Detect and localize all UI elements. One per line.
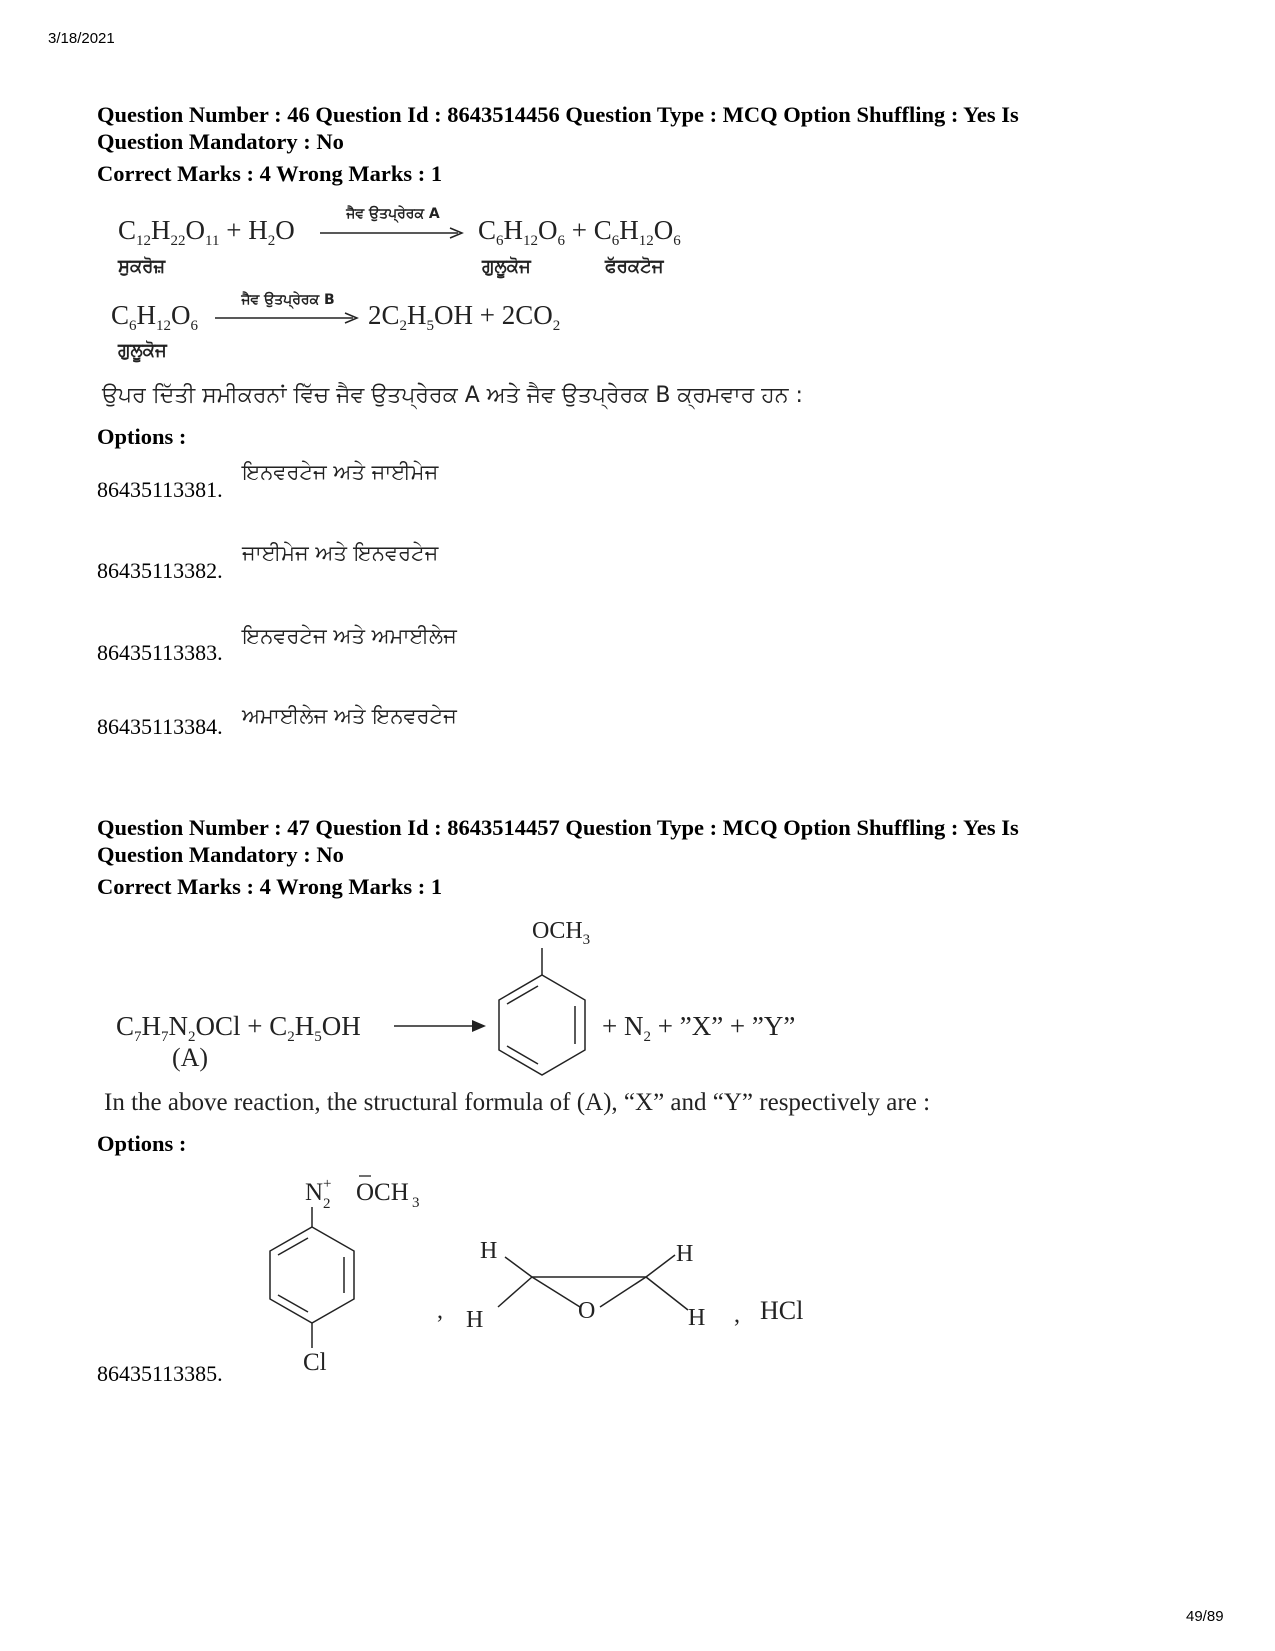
epoxide-structure xyxy=(460,1232,720,1332)
svg-text:3: 3 xyxy=(412,1195,420,1211)
option-text: ਇਨਵਰਟੇਜ ਅਤੇ ਅਮਾਈਲੇਜ xyxy=(242,624,457,648)
diazonium-structure xyxy=(250,1170,450,1385)
glucose-label: ਗੁਲੂਕੋਜ xyxy=(482,256,531,277)
sucrose-water-formula: $C_{12}H_{22}O_{11} + H_2O$ xyxy=(118,215,295,249)
options-label: Options : xyxy=(97,1131,187,1156)
enzyme-b-label: ਜੈਵ ਉਤਪ੍ਰੇਰਕ B xyxy=(241,292,335,308)
reactant-a-label: (A) xyxy=(172,1043,209,1072)
print-date: 3/18/2021 xyxy=(48,30,115,47)
question-header-line2: Question Mandatory : No xyxy=(97,842,344,867)
option-id: 86435113384. xyxy=(97,714,223,739)
sucrose-label: ਸੁਕਰੋਜ਼ xyxy=(118,256,166,277)
svg-text:H: H xyxy=(466,1307,484,1332)
glucose-formula: $C_6H_{12}O_6$ xyxy=(111,300,199,334)
question-text: In the above reaction, the structural formula of (A), “X” and “Y” respectively are : xyxy=(104,1089,931,1116)
option-id: 86435113383. xyxy=(97,640,223,665)
anisole-structure xyxy=(480,910,610,1080)
svg-text:Cl: Cl xyxy=(303,1349,327,1376)
question-header-line2: Question Mandatory : No xyxy=(97,129,344,154)
svg-text:H: H xyxy=(480,1238,498,1264)
svg-text:2: 2 xyxy=(323,1196,331,1212)
option-id: 86435113385. xyxy=(97,1361,223,1386)
ethanol-co2-formula: $2C_2H_5OH + 2CO_2$ xyxy=(368,300,561,334)
hcl-formula: HCl xyxy=(760,1296,804,1325)
question-text: ਉਪਰ ਦਿੱਤੀ ਸਮੀਕਰਨਾਂ ਵਿੱਚ ਜੈਵ ਉਤਪ੍ਰੇਰਕ A ਅਤੇ ਜੈਵ ਉਤਪ੍ਰੇਰਕ B ਕ੍ਰਮਵਾਰ ਹਨ : xyxy=(102,383,803,408)
separator-comma: , xyxy=(734,1302,740,1328)
options-label: Options : xyxy=(97,424,187,449)
enzyme-a-label: ਜੈਵ ਉਤਪ੍ਰੇਰਕ A xyxy=(346,206,440,222)
glucose-label-2: ਗੁਲੂਕੋਜ xyxy=(118,340,167,361)
glucose-fructose-formula: $C_6H_{12}O_6 + C_6H_{12}O_6$ xyxy=(478,215,681,249)
fructose-label: ਫੱਰਕਟੋਜ xyxy=(605,256,664,277)
reaction-arrow-3 xyxy=(392,1016,492,1036)
option-text: ਇਨਵਰਟੇਜ ਅਤੇ ਜਾਈਮੇਜ xyxy=(242,460,439,484)
svg-text:N: N xyxy=(305,1179,324,1206)
option-id: 86435113382. xyxy=(97,558,223,583)
question-marks: Correct Marks : 4 Wrong Marks : 1 xyxy=(97,874,443,899)
reaction-arrow-2 xyxy=(213,311,363,325)
reaction-arrow-1 xyxy=(318,226,468,240)
option-id: 86435113381. xyxy=(97,477,223,502)
reactants-formula: $C_7H_7N_2OCl + C_2H_5OH$ xyxy=(116,1011,361,1045)
question-header-line1: Question Number : 46 Question Id : 8643514456 Question Type : MCQ Option Shuffling : Yes Is xyxy=(97,102,1019,127)
svg-text:H: H xyxy=(676,1241,694,1267)
page-number: 49/89 xyxy=(1186,1608,1224,1625)
products-formula: + $N_2$ + ”X” + ”Y” xyxy=(602,1011,796,1045)
svg-text:H: H xyxy=(688,1305,706,1331)
option-text: ਜਾਈਮੇਜ ਅਤੇ ਇਨਵਰਟੇਜ xyxy=(242,541,439,565)
svg-text:OCH: OCH xyxy=(356,1179,409,1206)
svg-text:O: O xyxy=(578,1298,596,1324)
option-text: ਅਮਾਈਲੇਜ ਅਤੇ ਇਨਵਰਟੇਜ xyxy=(242,704,457,728)
svg-text:+: + xyxy=(323,1176,332,1192)
separator-comma: , xyxy=(437,1298,443,1324)
svg-text:OCH3: $OCH_3$ xyxy=(532,918,591,948)
question-header-line1: Question Number : 47 Question Id : 8643514457 Question Type : MCQ Option Shuffling : Yes Is xyxy=(97,815,1019,840)
question-marks: Correct Marks : 4 Wrong Marks : 1 xyxy=(97,161,443,186)
